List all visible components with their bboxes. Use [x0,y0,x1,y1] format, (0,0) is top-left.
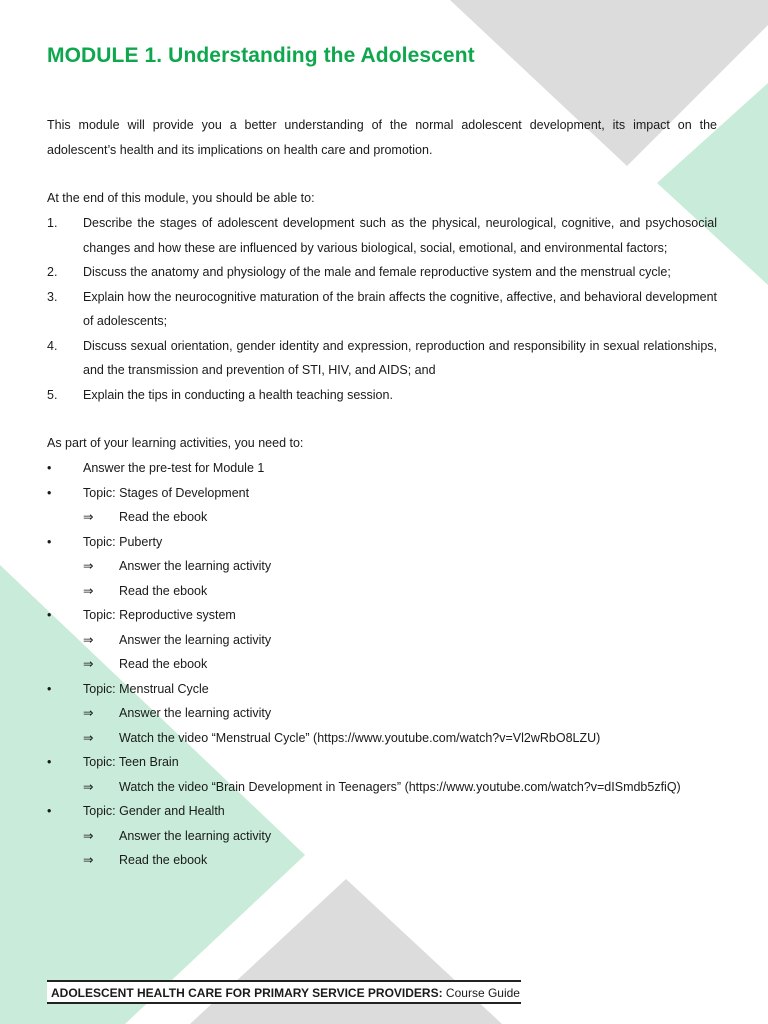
objective-item [47,334,717,383]
activity-text: Topic: Puberty [83,534,163,549]
activity-sublist [83,554,717,603]
activity-item [47,677,717,751]
activity-text: Topic: Reproductive system [83,608,236,622]
activity-item [47,530,717,604]
activity-text: Answer the pre-test for Module 1 [83,461,265,475]
objective-text: Explain how the neurocognitive maturation of the brain affects the cognitive, affective, and behavioral development of adolescents; [83,289,717,328]
activity-subitem [83,824,717,849]
arrow-right-icon: ⇒ [83,583,94,598]
activity-subitem [83,652,717,677]
objectives-lead: At the end of this module, you should be able to: [47,191,315,205]
activity-subitem-text: Watch the video “Brain Development in Teenagers” (https://www.youtube.com/watch?v=dISmdb5zfiQ) [119,779,681,794]
activity-subitem-text: Watch the video “Menstrual Cycle” (https://www.youtube.com/watch?v=Vl2wRbO8LZU) [119,730,601,745]
activity-subitem [83,579,717,604]
activity-subitem-text: Answer the learning activity [119,559,272,573]
bullet-icon: • [47,755,52,769]
objective-text: Describe the stages of adolescent development such as the physical, neurological, cognitive, and psychosocial changes and how these are influenced by various biological, social, emotional, and environmental factors; [83,216,717,255]
bullet-icon: • [47,681,52,696]
activity-subitem [83,775,717,800]
activity-text: Topic: Gender and Health [83,804,225,818]
activity-item [47,456,717,481]
activity-sublist [83,628,717,677]
objective-number: 3. [47,289,58,304]
objective-text: Explain the tips in conducting a health teaching session. [83,387,393,402]
objective-item [47,285,717,334]
arrow-right-icon: ⇒ [83,730,94,745]
objective-number: 5. [47,387,58,402]
activities-list [47,456,717,873]
objective-item [47,383,717,408]
bullet-icon: • [47,608,52,622]
arrow-right-icon: ⇒ [83,828,94,843]
activity-item [47,750,717,799]
arrow-right-icon: ⇒ [83,853,94,867]
activity-item [47,799,717,873]
activity-subitem [83,505,717,530]
activity-item [47,481,717,530]
activity-subitem [83,726,717,751]
activity-sublist [83,824,717,873]
activity-subitem-text: Read the ebook [119,657,208,671]
activity-sublist [83,775,717,800]
arrow-right-icon: ⇒ [83,510,94,524]
activity-text: Topic: Teen Brain [83,755,179,769]
bullet-icon: • [47,461,52,475]
module-title: MODULE 1. Understanding the Adolescent [47,44,475,67]
bullet-icon: • [47,485,52,500]
objective-item [47,260,717,285]
activity-subitem-text: Read the ebook [119,510,208,524]
objective-item [47,211,717,260]
bullet-icon: • [47,534,52,549]
arrow-right-icon: ⇒ [83,706,94,720]
objective-number: 4. [47,338,58,353]
footer-course-title: ADOLESCENT HEALTH CARE FOR PRIMARY SERVICE PROVIDERS: [51,986,443,1000]
footer-banner [47,980,521,1004]
activity-sublist [83,701,717,750]
activity-subitem [83,701,717,726]
footer-subtitle: Course Guide [442,986,520,1000]
objectives-list [47,211,717,407]
activity-text: Topic: Stages of Development [83,485,250,500]
activity-text: Topic: Menstrual Cycle [83,681,209,696]
activity-subitem-text: Read the ebook [119,583,208,598]
arrow-right-icon: ⇒ [83,559,94,573]
activity-subitem-text: Answer the learning activity [119,828,272,843]
objective-number: 1. [47,216,58,230]
objective-text: Discuss the anatomy and physiology of the male and female reproductive system and the menstrual cycle; [83,265,671,279]
activity-subitem-text: Answer the learning activity [119,632,272,647]
arrow-right-icon: ⇒ [83,779,94,794]
activity-subitem [83,554,717,579]
activity-subitem [83,848,717,873]
objective-text: Discuss sexual orientation, gender identity and expression, reproduction and responsibility in sexual relationships, and the transmission and prevention of STI, HIV, and AIDS; and [83,338,717,377]
arrow-right-icon: ⇒ [83,657,94,671]
activity-item [47,603,717,677]
intro-paragraph: This module will provide you a better understanding of the normal adolescent development, its impact on the adolescent’s health and its implications on health care and promotion. [47,118,717,157]
objective-number: 2. [47,265,58,279]
activities-lead: As part of your learning activities, you need to: [47,436,304,450]
activity-subitem-text: Read the ebook [119,853,208,867]
activity-subitem-text: Answer the learning activity [119,706,272,720]
bullet-icon: • [47,804,52,818]
activity-subitem [83,628,717,653]
arrow-right-icon: ⇒ [83,632,94,647]
activity-sublist [83,505,717,530]
